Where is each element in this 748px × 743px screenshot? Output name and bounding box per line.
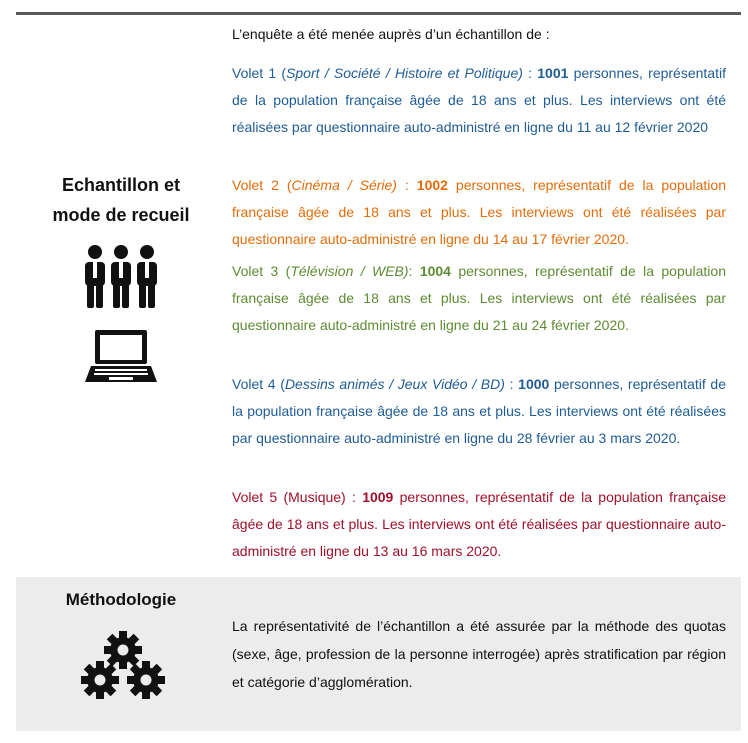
volet-2-prefix: Volet 2 ( bbox=[232, 177, 292, 193]
sample-title-line1: Echantillon et bbox=[61, 175, 180, 195]
volet-5-count: 1009 bbox=[362, 489, 394, 505]
volet-3-count: 1004 bbox=[419, 263, 451, 279]
volet-5-prefix: Volet 5 (Musique) bbox=[232, 489, 346, 505]
volet-3-paragraph bbox=[232, 258, 726, 339]
volet-1-count: 1001 bbox=[537, 65, 569, 81]
volet-4-paragraph bbox=[232, 371, 726, 452]
volet-2-text: personnes, représentatif de la population française âgée de 18 ans et plus. Les interviews ont été réalisées par questionnaire auto-administré en ligne du 14 au 17 février 2020. bbox=[232, 177, 726, 247]
volet-1-prefix: Volet 1 ( bbox=[232, 65, 287, 81]
volet-1-text: personnes, représentatif de la population française âgée de 18 ans et plus. Les interviews ont été réalisées par questionnaire auto-administré en ligne du 11 au 12 février 2020 bbox=[232, 65, 726, 135]
volet-2-count: 1002 bbox=[416, 177, 448, 193]
methodology-text: La représentativité de l’échantillon a été assurée par la méthode des quotas (sexe, âge, profession de la personne interrogée) après stratification par région et catégorie d’agglomération. bbox=[232, 618, 726, 690]
volet-4-subject: Dessins animés / Jeux Vidéo / BD) bbox=[284, 376, 505, 392]
volet-4-text: personnes, représentatif de la population française âgée de 18 ans et plus. Les interviews ont été réalisées par questionnaire auto-administré en ligne du 28 février au 3 mars 2020. bbox=[232, 376, 726, 446]
volet-3-subject: Télévision / WEB) bbox=[290, 263, 409, 279]
volet-5-text: personnes, représentatif de la population française âgée de 18 ans et plus. Les interviews ont été réalisées par questionnaire auto-administré en ligne du 13 au 16 mars 2020. bbox=[232, 489, 726, 559]
volet-2-paragraph bbox=[232, 172, 726, 253]
volet-1-subject: Sport / Société / Histoire et Politique) bbox=[286, 65, 523, 81]
volet-3-separator: : bbox=[408, 263, 420, 279]
volet-5-separator: : bbox=[345, 489, 363, 505]
sample-label-block bbox=[16, 170, 226, 384]
top-rule bbox=[16, 12, 741, 15]
volet-3-prefix: Volet 3 ( bbox=[232, 263, 291, 279]
volet-4-separator: : bbox=[504, 376, 519, 392]
volet-1-paragraph bbox=[232, 60, 726, 141]
gears-icon bbox=[80, 630, 166, 702]
methodology-title: Méthodologie bbox=[65, 590, 177, 609]
volet-2-separator: : bbox=[396, 177, 417, 193]
laptop-icon bbox=[85, 328, 157, 384]
volet-1-separator: : bbox=[522, 65, 538, 81]
volet-4-count: 1000 bbox=[518, 376, 550, 392]
volet-4-prefix: Volet 4 ( bbox=[232, 376, 285, 392]
intro-text: L’enquête a été menée auprès d’un échantillon de : bbox=[232, 26, 550, 42]
volet-3-text: personnes, représentatif de la population française âgée de 18 ans et plus. Les interviews ont été réalisées par questionnaire auto-administré en ligne du 21 au 24 février 2020. bbox=[232, 263, 726, 333]
people-icon bbox=[81, 244, 161, 310]
sample-title-line2: mode de recueil bbox=[52, 205, 190, 225]
volet-2-subject: Cinéma / Série) bbox=[291, 177, 397, 193]
volet-5-paragraph bbox=[232, 484, 726, 565]
